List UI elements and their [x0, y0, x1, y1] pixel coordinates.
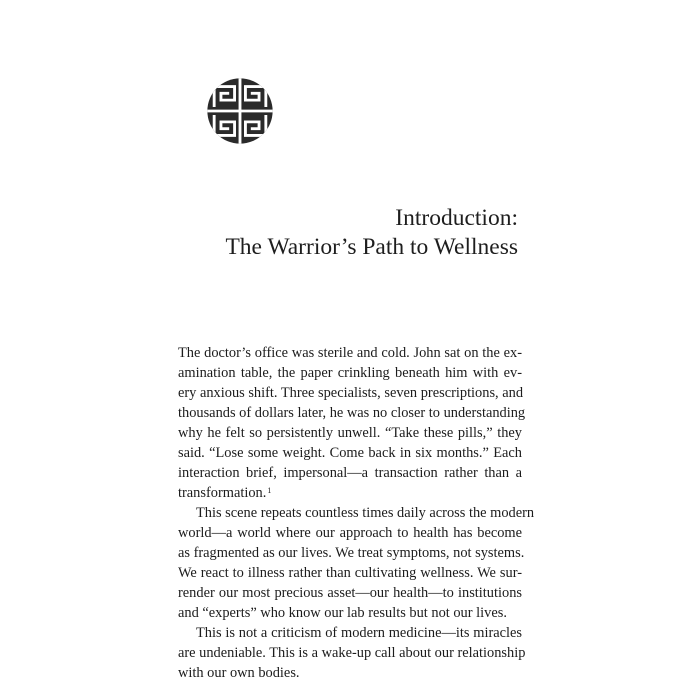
- chapter-title-line2: The Warrior’s Path to Wellness: [225, 234, 518, 260]
- text-line: world—a world where our approach to health has become: [178, 525, 522, 541]
- body-text: [178, 343, 535, 683]
- text-line: This is not a criticism of modern medicine—its miracles: [196, 625, 522, 641]
- text-line: as fragmented as our lives. We treat symptoms, not systems.: [178, 545, 525, 561]
- text-line: with our own bodies.: [178, 665, 300, 681]
- text-line: thousands of dollars later, he was no closer to understanding: [178, 405, 526, 421]
- text-line: said. “Lose some weight. Come back in six months.” Each: [178, 445, 522, 461]
- text-line: We react to illness rather than cultivating wellness. We sur-: [178, 565, 522, 581]
- text-line: This scene repeats countless times daily across the modern: [196, 505, 535, 521]
- text-line: interaction brief, impersonal—a transaction rather than a: [178, 465, 522, 481]
- chapter-title-line1: Introduction:: [395, 205, 518, 231]
- text-line: and “experts” who know our lab results but not our lives.: [178, 605, 507, 621]
- text-line: are undeniable. This is a wake-up call about our relationship: [178, 645, 526, 661]
- paragraph-2: [178, 503, 535, 623]
- chapter-title: [225, 204, 518, 262]
- text-line: ery anxious shift. Three specialists, seven prescriptions, and: [178, 385, 524, 401]
- text-line: transformation.: [178, 485, 267, 501]
- text-line: why he felt so persistently unwell. “Take these pills,” they: [178, 425, 522, 441]
- shou-longevity-emblem-icon: [206, 77, 274, 145]
- paragraph-3: [178, 623, 526, 683]
- text-line: amination table, the paper crinkling beneath him with ev-: [178, 365, 522, 381]
- text-line: render our most precious asset—our health—to institutions: [178, 585, 522, 601]
- text-line: The doctor’s office was sterile and cold. John sat on the ex-: [178, 345, 522, 361]
- paragraph-1: [178, 343, 526, 503]
- text-line-with-footnote: [178, 483, 522, 503]
- footnote-marker[interactable]: 1: [267, 486, 272, 495]
